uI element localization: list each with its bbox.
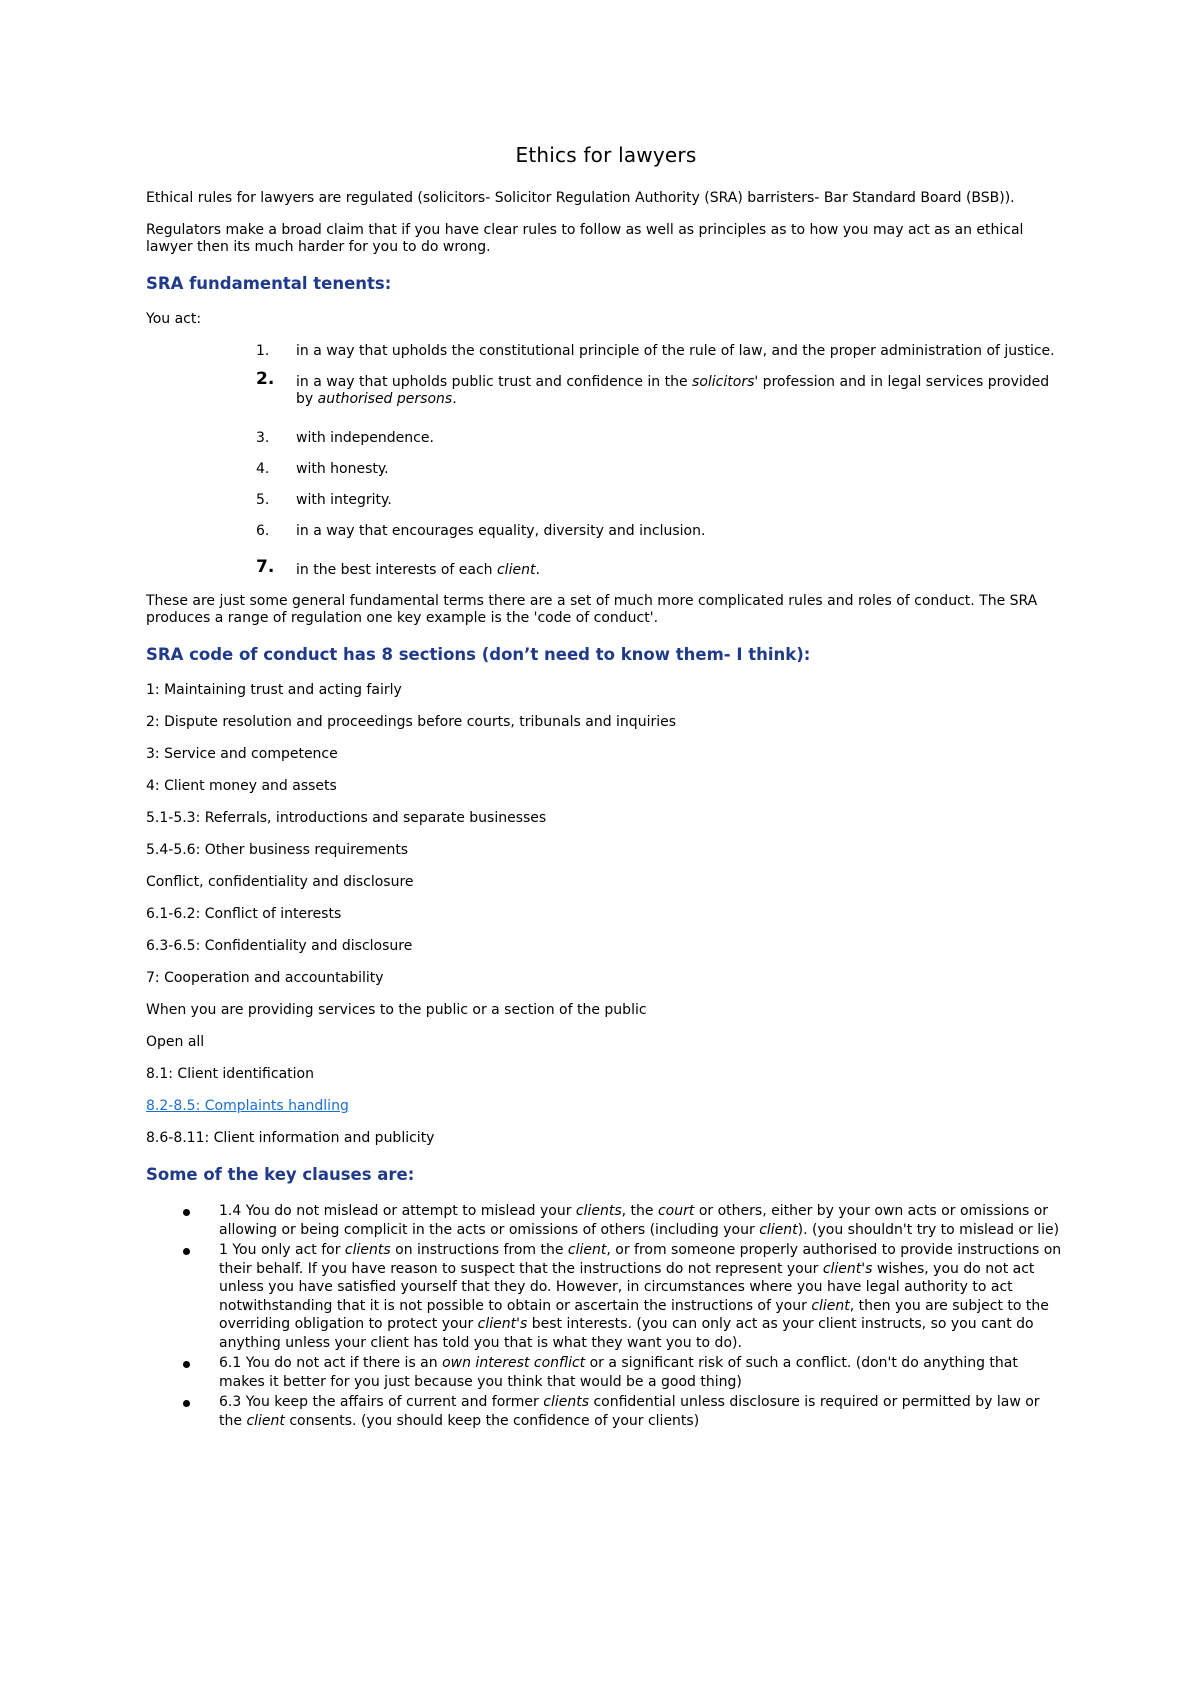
intro-paragraph-1: Ethical rules for lawyers are regulated (solicitors- Solicitor Regulation Authority (SRA) barristers- Bar Standard Board (BSB)).	[146, 190, 1015, 206]
clause-emphasis: client	[811, 1297, 850, 1314]
code-section: 5.4-5.6: Other business requirements	[146, 842, 409, 858]
clause-text: , then you are subject to the overriding obligation to protect your	[219, 1297, 1049, 1332]
tenet-text: in a way that encourages equality, diversity and inclusion.	[296, 523, 706, 539]
tenet-item	[146, 343, 1066, 360]
clause-text: 1 You only act for	[219, 1242, 345, 1258]
tenets-list	[146, 343, 1066, 579]
clause-text: or a significant risk of such a conflict. (don't do anything that makes it better for you just because you think that would be a good thing)	[219, 1355, 1018, 1390]
document-page	[146, 143, 1066, 1432]
tenet-number: 1.	[256, 343, 270, 359]
clause-text: best interests. (you can only act as your client instructs, so you cant do anything unless your client has told you that is what they want you to do).	[219, 1316, 1034, 1351]
tenet-emphasis: solicitors'	[692, 374, 759, 390]
clause-emphasis: clients	[575, 1203, 622, 1219]
clause-item	[146, 1393, 1066, 1430]
tenet-text: with honesty.	[296, 461, 389, 477]
tenet-number: 3.	[256, 430, 270, 446]
code-section: 7: Cooperation and accountability	[146, 970, 384, 986]
code-section: Open all	[146, 1034, 205, 1050]
code-section: Conflict, confidentiality and disclosure	[146, 874, 414, 890]
tenet-item	[146, 369, 1066, 408]
complaints-handling-link[interactable]: 8.2-8.5: Complaints handling	[146, 1098, 349, 1114]
tenet-item	[146, 557, 1066, 579]
clauses-list	[146, 1202, 1066, 1430]
bullet-icon	[183, 1361, 190, 1368]
clause-text: consents. (you should keep the confidence of your clients)	[284, 1412, 700, 1429]
document-title: Ethics for lawyers	[515, 143, 697, 167]
tenet-text: with independence.	[296, 430, 434, 446]
tenet-item	[146, 430, 1066, 447]
clause-emphasis: client	[567, 1242, 607, 1258]
clause-item	[146, 1241, 1066, 1352]
tenet-emphasis: client	[496, 562, 536, 578]
clause-text: confidential unless disclosure is required or permitted by law or the	[219, 1394, 1040, 1429]
clause-item	[146, 1354, 1066, 1391]
clause-text: 6.3 You keep the affairs of current and former	[219, 1394, 544, 1410]
clause-emphasis: client	[759, 1221, 798, 1238]
bullet-icon	[183, 1209, 190, 1216]
tenet-text-part: in a way that upholds public trust and confidence in the	[296, 374, 693, 390]
code-section-link-row	[146, 1098, 1066, 1115]
tenet-item	[146, 461, 1066, 478]
intro-paragraph-2: Regulators make a broad claim that if you have clear rules to follow as well as principles as to how you may act as an ethical lawyer then its much harder for you to do wrong.	[146, 222, 1024, 255]
tenet-number: 4.	[256, 461, 270, 477]
bullet-icon	[183, 1400, 190, 1407]
tenet-number: 2.	[256, 369, 275, 389]
clause-text: , or from someone properly authorised to provide instructions on their behalf. If you have reason to suspect that the instructions do not represent your	[219, 1242, 1062, 1277]
code-section: 4: Client money and assets	[146, 778, 337, 794]
tenet-emphasis: authorised persons	[317, 391, 453, 407]
code-section: 3: Service and competence	[146, 746, 338, 762]
clause-text: , the	[621, 1203, 658, 1219]
clause-text: on instructions from the	[390, 1242, 568, 1258]
tenet-text: with integrity.	[296, 492, 392, 508]
code-section: When you are providing services to the public or a section of the public	[146, 1002, 647, 1018]
clause-text: 1.4 You do not mislead or attempt to mislead your	[219, 1203, 576, 1219]
clause-item	[146, 1202, 1066, 1239]
tenet-text: in a way that upholds the constitutional principle of the rule of law, and the proper administration of justice.	[296, 343, 1055, 359]
tenets-lead: You act:	[146, 311, 202, 327]
clause-emphasis: client	[246, 1412, 285, 1429]
tenet-number: 7.	[256, 557, 275, 577]
tenet-text-part: in the best interests of each	[296, 562, 497, 578]
tenet-item	[146, 492, 1066, 509]
clause-text: or others, either by your own acts or omissions or allowing or being complicit in the acts or omissions of others (including your	[219, 1203, 1049, 1238]
clause-emphasis: own interest conflict	[442, 1355, 586, 1371]
clause-text: 6.1 You do not act if there is an	[219, 1355, 443, 1371]
tenet-text-part: .	[535, 562, 540, 578]
clause-emphasis: court	[657, 1203, 695, 1219]
code-heading: SRA code of conduct has 8 sections (don’t need to know them- I think):	[146, 645, 811, 664]
clause-emphasis: clients	[543, 1394, 589, 1410]
code-section: 1: Maintaining trust and acting fairly	[146, 682, 402, 698]
tenet-number: 5.	[256, 492, 270, 508]
tenets-summary: These are just some general fundamental terms there are a set of much more complicated rules and roles of conduct. The SRA produces a range of regulation one key example is the 'code of conduct'.	[146, 593, 1038, 626]
clause-emphasis: client's	[477, 1316, 528, 1332]
clause-emphasis: clients	[344, 1242, 391, 1258]
tenet-text-part: profession and in legal services provided by	[296, 374, 1050, 407]
code-section: 2: Dispute resolution and proceedings before courts, tribunals and inquiries	[146, 714, 677, 730]
tenets-heading: SRA fundamental tenents:	[146, 274, 392, 293]
tenet-text-part: .	[452, 391, 457, 407]
bullet-icon	[183, 1248, 190, 1255]
code-section: 8.1: Client identification	[146, 1066, 314, 1082]
code-section: 5.1-5.3: Referrals, introductions and separate businesses	[146, 810, 547, 826]
code-section: 6.1-6.2: Conflict of interests	[146, 906, 342, 922]
code-section: 6.3-6.5: Confidentiality and disclosure	[146, 938, 413, 954]
clause-emphasis: client's	[822, 1260, 873, 1277]
tenet-number: 6.	[256, 523, 270, 539]
clauses-heading: Some of the key clauses are:	[146, 1165, 415, 1184]
clause-text: ). (you shouldn't try to mislead or lie)	[797, 1221, 1060, 1238]
clause-text: wishes, you do not act unless you have satisfied yourself that they do. However, in circumstances where you have legal authority to act notwithstanding that it is not possible to obtain or ascertain the instructions of your	[219, 1260, 1035, 1314]
code-section: 8.6-8.11: Client information and publicity	[146, 1130, 435, 1146]
tenet-item	[146, 523, 1066, 540]
